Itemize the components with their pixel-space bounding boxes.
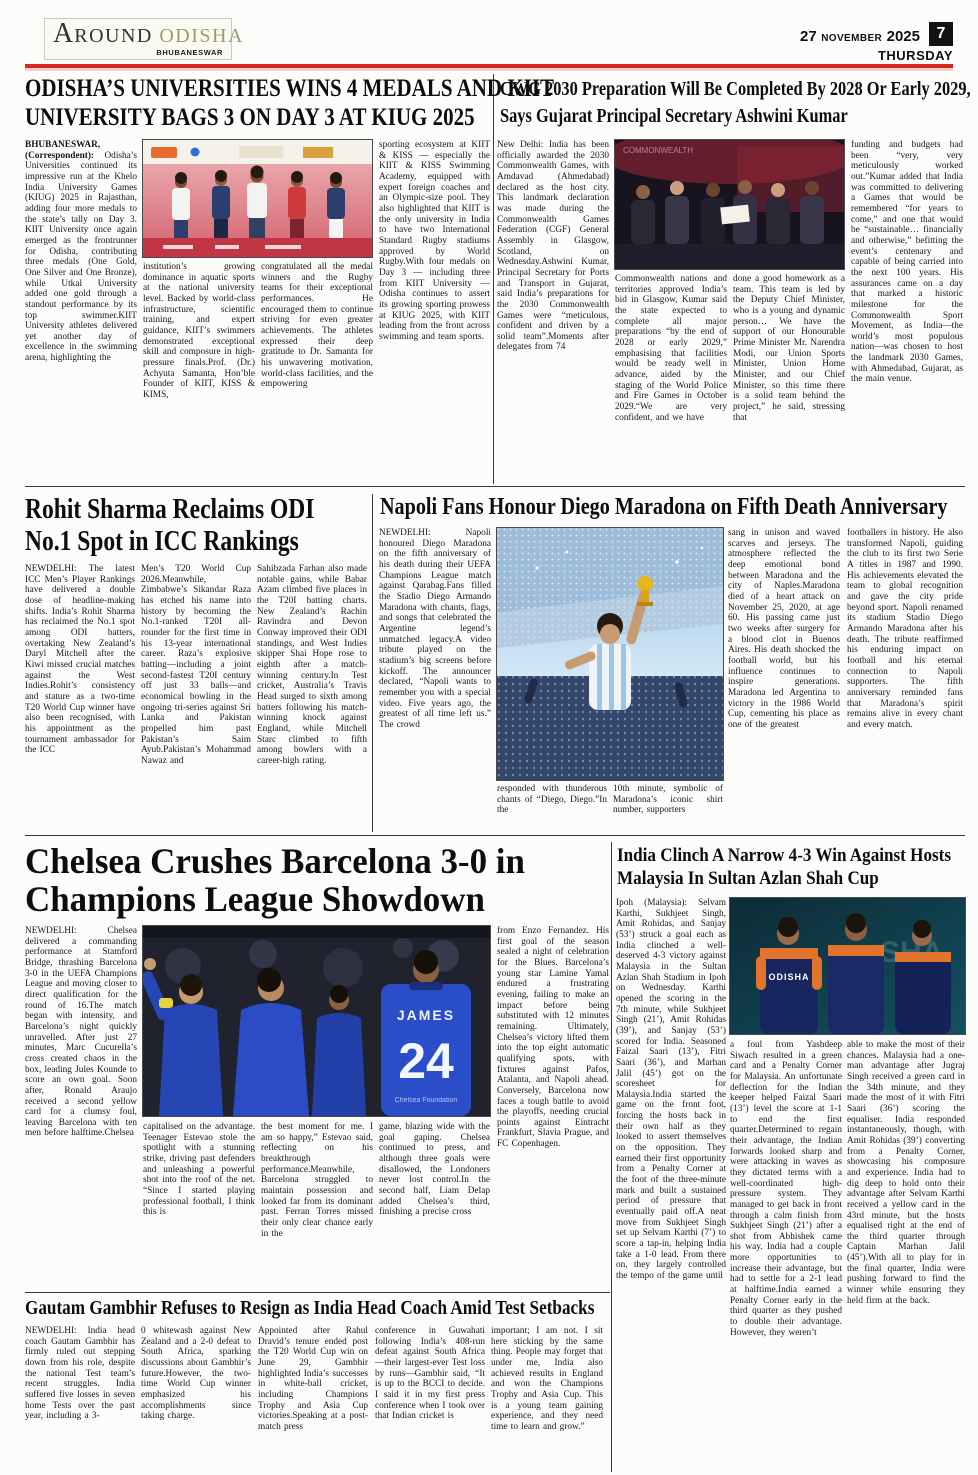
chelsea-col1: NEWDELHI: Chelsea delivered a commanding performance at Stamford Bridge, thrashing Barcelona 3-0 in the UEFA Champions League and moving closer to direct qualification for the round of 16.The match began with intensity, and Barcelona’s night quickly unravelled. After just 27 minutes, Marc Cucurella’s cross created chaos in the box, leading Jules Kounde to score an own goal. Soon after, Ronald Araujo received a second yellow card for a clumsy foul, leaving Barcelona with ten men before halftime.Chelsea <box>25 926 137 1139</box>
cwg-col2: Commonwealth nations and territories approved India’s bid in Glasgow, Kumar said the state expected to complete all major preparations “by the end of 2028 or early 2029,” emphasising that facilities would be ready well in advance, aided by the staging of the World Police and Fire Games in October 2029.“We are very confident, and we have <box>615 274 727 423</box>
napoli-col4: footballers in history. He also transformed Napoli, guiding the club to its first two Serie A titles in 1987 and 1990. His achievements elevated the team to global recognition and gave the city pride beyond sport. Napoli renamed its stadium Stadio Diego Armando Maradona after his death. The tribute reaffirmed his enduring impact on football and his eternal connection to Napoli supporters. The fifth anniversary reminded fans that Maradona’s spirit remains alive in every chant and every match. <box>847 528 963 730</box>
gambhir-col3: Appointed after Rahul Dravid’s tenure ended post the T20 World Cup win on June 29, Gambhir highlighted India’s successes in white-ball cricket, including Champions Trophy and Asia Cup victories.Speaking at a post-match press <box>258 1326 368 1432</box>
napoli-headline <box>380 494 965 520</box>
chelsea-celebration-illustration <box>143 926 490 1116</box>
napoli-caption-left: responded with thunderous chants of “Diego, Diego.”In the <box>497 784 607 816</box>
kiug-headline-line2: UNIVERSITY BAGS 3 ON DAY 3 AT KIUG 2025 <box>25 104 475 131</box>
kiug-col3: congratulated all the medal winners and the Rugby teams for their exceptional performances. He encouraged them to continue striving for even greater achievements. The athletes expressed their deep gratitude to Dr. Samanta for his unwavering motivation, world-class facilities, and the empowering <box>261 262 373 390</box>
gambhir-headline-line1: Gautam Gambhir Refuses to Resign as India Head Coach Amid Test Setbacks <box>25 1298 595 1319</box>
cwg-col3: done a good homework as a team. This team is led by the Deputy Chief Minister, who is a young and dynamic person… We have the support of our Honourable Prime Minister Mr. Narendra Modi, our Union Sports Minister, Union Home Minister, and our Chief Minister, so this time there is a solid team behind the project,” he said, stressing that <box>733 274 845 423</box>
cwg-backdrop-text: COMMONWEALTH <box>623 146 694 155</box>
hockey-headline-line2: Malaysia In Sultan Azlan Shah Cup <box>617 868 879 889</box>
chelsea-col5: from Enzo Fernandez. His first goal of the season sealed a night of celebration for the Blues. Barcelona’s young star Lamine Yamal endured a frustrating evening, failing to make an impact before being substituted with 12 minutes remaining. Ultimately, Chelsea’s victory lifted them into the top eight automatic qualifying spots, with fixtures against Pafos, Atalanta, and Napoli ahead. Conversely, Barcelona now faces a tough battle to avoid the playoffs, needing crucial points against Eintracht Frankfurt, Slavia Prague, and FC Copenhagen. <box>497 926 609 1150</box>
cwg-col1: New Delhi: India has been officially awarded the 2030 Commonwealth Games, with Amdavad (Ahmedabad) declared as the host city. This landmark declaration was made during the Commonwealth Games Federation (CGF) General Assembly in Glasgow, Scotland, on Wednesday.Ashwini Kumar, Principal Secretary for Ports and Transport in Gujarat, said India’s preparations for the 2030 Commonwealth Games were “meticulous, confident and driven by a solid team”.Moments after delegates from 74 <box>497 140 609 353</box>
maradona-illustration <box>497 528 723 780</box>
chelsea-col4: game, blazing wide with the goal gaping. Chelsea continued to press, and although three goals were disallowed, the Londoners never lost control.In the second half, Liam Delap added Chelsea’s third, finishing a precise cross <box>379 1122 490 1218</box>
divider-bottom-vertical <box>611 842 612 1472</box>
logo-accent-text: ODISHA <box>159 25 244 47</box>
hockey-team-illustration <box>730 898 965 1034</box>
kiug-headline-line1: ODISHA’S UNIVERSITIES WINS 4 MEDALS AND KIIT <box>25 75 555 102</box>
jersey-foundation-text: Chelsea Foundation <box>394 1097 458 1104</box>
page-number-badge: 7 <box>929 22 953 46</box>
divider-row2 <box>25 835 965 836</box>
logo-main: ROUND <box>74 25 153 47</box>
kiug-dateline: BHUBANESWAR, (Correspondent): <box>25 140 101 161</box>
cwg-ceremony-illustration <box>615 140 844 269</box>
cwg-col4: funding and budgets had been “very, very meticulously worked out.”Kumar added that India was committed to delivering a Games that would be remembered “for years to come,” and one that would be “sustainable… financially and otherwise,” befitting the event’s centenary and capable of being carried into the next 100 years. His assurances came on a day that marked a historic milestone for the Commonwealth Sport Movement, as India—the world’s most populous nation—was chosen to host the landmark 2030 Games, with Ahmedabad, Gujarat, as the main venue. <box>851 140 963 385</box>
rohit-headline <box>25 494 373 558</box>
cwg-ceremony-photo <box>615 140 844 269</box>
hockey-col1: Ipoh (Malaysia): Selvam Karthi, Sukhjeet Singh, Amit Rohidas, and Sanjay (53’) struck a goal each as India clinched a well-deserved 4-3 victory against Malaysia in the Sultan Azlan Shah Stadium in Ipoh on Wednesday. Karthi opened the scoring in the 7th minute, while Sukhjeet Singh (21’), Amit Rohidas (39’), and Sanjay (53’) scored for India. Seasoned Faizal Saari (13’), Fitri Saari (36’), and Marhan Jalil (45’) got on the scoresheet for Malaysia.India started the game on the front foot, forcing the hosts back in their own half as they looked to assert themselves on the opposition. They earned their first opportunity from a Penalty Corner at the foot of the three-minute mark and built a sustained period of pressure that eventually paid off.A neat move from Sukhjeet Singh set up Selvam Karthi (7’) to score a tap-in, helping India take a 1-0 lead. From there on, they largely controlled the tempo of the game until <box>616 898 726 1281</box>
date-day: 27 <box>800 28 817 45</box>
jersey-number-text: 24 <box>398 1033 454 1089</box>
kiug-col1-text: Odisha’s Universities continued its impressive run at the Khelo India University Games (KIUG) 2025 in Rajasthan, adding four more medals to the state’s tally on Day 3. KIIT University once again emerged as the frontrunner for Odisha, contributing three medals (One Gold, One Silver and One Bronze), while Utkal University added one gold through a standout performance by its top swimmer.KIIT University athletes delivered yet another day of excellence in the swimming arena, highlighting the <box>25 150 137 364</box>
certificate <box>720 205 750 225</box>
date-month: NOVEMBER <box>821 33 883 44</box>
hockey-jersey-text: ODISHA <box>768 972 810 982</box>
rohit-headline-line1: Rohit Sharma Reclaims ODI <box>25 494 315 525</box>
gambhir-col5: important; I am not. I sit here sticking by the same thing. People may forget that under me, India also achieved results in England and won the Champions Trophy and Asia Cup. This is a young team gaining experience, and they need time to learn and grow.” <box>491 1326 603 1432</box>
chelsea-col2: capitalised on the advantage. Teenager Estevao stole the spotlight with a stunning strike, driving past defenders and unleashing a powerful shot into the roof of the net. “Since I started playing professional football, I think this is <box>143 1122 255 1218</box>
cwg-headline-line1: CWG 2030 Preparation Will Be Completed By 2028 Or Early 2029, <box>500 79 971 100</box>
hockey-col3: able to make the most of their chances. Malaysia had a one-man advantage after Jugraj Singh received a green card in the 34th minute, and they made the most of it with Fitri Saari (36’) scoring the equaliser. India responded instantaneously, though, with Amit Rohidas (39’) converting from a Penalty Corner, showcasing his composure and experience. India had to dig deep to hold onto their advantage after Selvam Karthi received a yellow card in the 43rd minute, but the hosts equalised right at the end of the third quarter through Captain Marhan Jalil (45’).With all to play for in the final quarter, India were pushing forward to find the winner while ensuring they held firm at the back. <box>847 1040 965 1306</box>
cwg-headline-line2: Says Gujarat Principal Secretary Ashwini Kumar <box>500 106 848 127</box>
hockey-players <box>756 913 951 1034</box>
date-year: 2025 <box>886 28 920 45</box>
napoli-headline-line1: Napoli Fans Honour Diego Maradona on Fifth Death Anniversary <box>380 494 948 520</box>
rohit-col2: Men’s T20 World Cup 2026.Meanwhile, Zimbabwe’s Sikandar Raza has etched his name into history by becoming the No.1-ranked T20I all-rounder for the first time in his 13-year international career. Raza’s explosive batting—including a joint second-fastest T20I century off just 33 balls—and economical bowling in the ongoing tri-series against Sri Lanka and Pakistan propelled him past Pakistan’s Saim Ayub.Pakistan’s Mohammad Nawaz and <box>141 564 251 766</box>
napoli-col1: NEWDELHI: Napoli honoured Diego Maradona on the fifth anniversary of his death during their UEFA Champions League match against Qarabag.Fans filled the Stadio Diego Armando Maradona with chants, flags, and songs that celebrated the Argentine legend’s unmatched legacy.A video tribute played on the stadium’s big screens before kickoff. The announcer declared, “Napoli wants to remember you with a special video. Five years ago, the greatest of all time left us.” The crowd <box>379 528 491 730</box>
chelsea-col3: the best moment for me. I am so happy,” Estevao said, reflecting on his breakthrough performance.Meanwhile, Barcelona struggled to maintain possession and looked far from its dominant past. Ferran Torres missed their only clear chance early in the <box>261 1122 373 1239</box>
logo-text <box>53 18 244 51</box>
rohit-col1: NEWDELHI: The latest ICC Men’s Player Rankings have delivered a double dose of headline-making shifts. India’s Rohit Sharma has reclaimed the No.1 spot among ODI batters, overtaking New Zealand’s Daryl Mitchell after the Kiwi missed crucial matches against the West Indies.Rohit’s consistency and stature as a two-time T20 World Cup winner have also been recognised, with his appointment as the tournament ambassador for the ICC <box>25 564 135 756</box>
hockey-headline <box>617 844 965 890</box>
chelsea-celebration-photo <box>143 926 490 1116</box>
masthead-date <box>800 28 920 46</box>
masthead-city: BHUBANESWAR <box>156 48 223 57</box>
gambhir-col4: conference in Guwahati following India’s 408-run defeat against South Africa—their largest-ever Test loss by runs—Gambhir said, “It is up to the BCCI to decide. I said it in my first press conference when I took over that Indian cricket is <box>375 1326 485 1422</box>
kiug-col2: institution’s growing dominance in aquatic sports at the national university level. Backed by world-class infrastructure, scientific training, and expert guidance, KIIT’s swimmers demonstrated exceptional skill and composure in high-pressure finals.Prof. (Dr.) Achyuta Samanta, Hon’ble Founder of KIIT, KISS & KIMS, <box>143 262 255 400</box>
masthead-logo <box>44 18 244 60</box>
chelsea-headline <box>25 842 613 918</box>
masthead-weekday: THURSDAY <box>877 48 953 63</box>
kiug-col1 <box>25 140 137 482</box>
chelsea-headline-line1: Chelsea Crushes Barcelona 3-0 in <box>25 841 525 881</box>
divider-row1 <box>25 486 965 487</box>
rohit-headline-line2: No.1 Spot in ICC Rankings <box>25 526 299 557</box>
hockey-headline-line1: India Clinch A Narrow 4-3 Win Against Hosts <box>617 845 952 866</box>
kiug-podium-photo <box>143 140 372 257</box>
rohit-col3: Sahibzada Farhan also made notable gains, while Babar Azam climbed five places in the T20I batting charts. New Zealand’s Rachin Ravindra and Devon Conway improved their ODI standings, and West Indies skipper Shai Hope rose to eighth after a match-winning century.In Test cricket, Australia’s Travis Head surged to sixth among batters following his match-winning knock against England, while Mitchell Starc climbed to fifth among bowlers with a career-high rating. <box>257 564 367 766</box>
gambhir-col1: NEWDELHI: India head coach Gautam Gambhir has firmly ruled out stepping down from his role, despite the national Test team’s recent struggles. India suffered five losses in seven home Tests over the past year, including a 3- <box>25 1326 135 1422</box>
jersey-name-text: JAMES <box>396 1007 456 1023</box>
divider-top-vertical <box>493 74 494 484</box>
logo-initial: A <box>53 18 75 49</box>
napoli-col3: sang in unison and waved scarves and jerseys. The atmosphere reflected the deep emotional bond between Maradona and the city of Naples.Maradona died of a heart attack on November 25, 2020, at age 60. His passing came just two weeks after surgery for a blood clot in Buenos Aires. His death shocked the football world, but his influence continues to inspire generations. Maradona led Argentina to victory in the 1986 World Cup, cementing his place as one of the greatest <box>728 528 840 730</box>
hockey-team-photo <box>730 898 965 1034</box>
gambhir-col2: 0 whitewash against New Zealand and a 2-0 defeat to South Africa, sparking discussions about Gambhir’s future.However, the two-time World Cup winner emphasized his accomplishments since taking charge. <box>141 1326 251 1422</box>
maradona-photo <box>497 528 723 780</box>
kiug-col4: sporting ecosystem at KIIT & KISS — especially the KIIT & KISS Swimming Academy, equipped with expert foreign coaches and an Olympic-size pool. They also highlighted that KIIT is the only university in India to have two International Standard Rugby stadiums approved by World Rugby.With four medals on Day 3 — including three from KIIT University — Odisha continues to assert its growing sporting prowess at KIUG 2025, with KIIT leading from the front across swimming and team sports. <box>379 140 490 342</box>
napoli-caption-right: 10th minute, symbolic of Maradona’s iconic shirt number, supporters <box>613 784 723 816</box>
masthead-rule <box>25 64 953 68</box>
kiug-podium-illustration <box>143 140 372 257</box>
divider-gambhir <box>25 1292 610 1293</box>
cwg-headline <box>500 76 971 130</box>
gambhir-headline <box>25 1297 613 1320</box>
hockey-col2: a foul from Yashdeep Siwach resulted in a green card and a Penalty Corner for Malaysia. An unfortunate deflection for the Indian keeper helped Faizal Saari (13’) level the score at 1-1 to end the first quarter.Determined to regain their advantage, the Indian forwards looked sharp and were attacking in waves as they dictated terms with a well-coordinated high-pressure system. They managed to get back in front through a calm finish from Sukhjeet Singh (21’) after a shot from Abhishek came his way. India had a couple more opportunities to increase their advantage, but had to settle for a 2-1 lead at halftime.India earned a Penalty Corner early in the third quarter as they pushed to double their advantage. However, they weren’t <box>730 1040 842 1338</box>
chelsea-headline-line2: Champions League Showdown <box>25 879 485 919</box>
kiug-headline <box>25 74 555 132</box>
